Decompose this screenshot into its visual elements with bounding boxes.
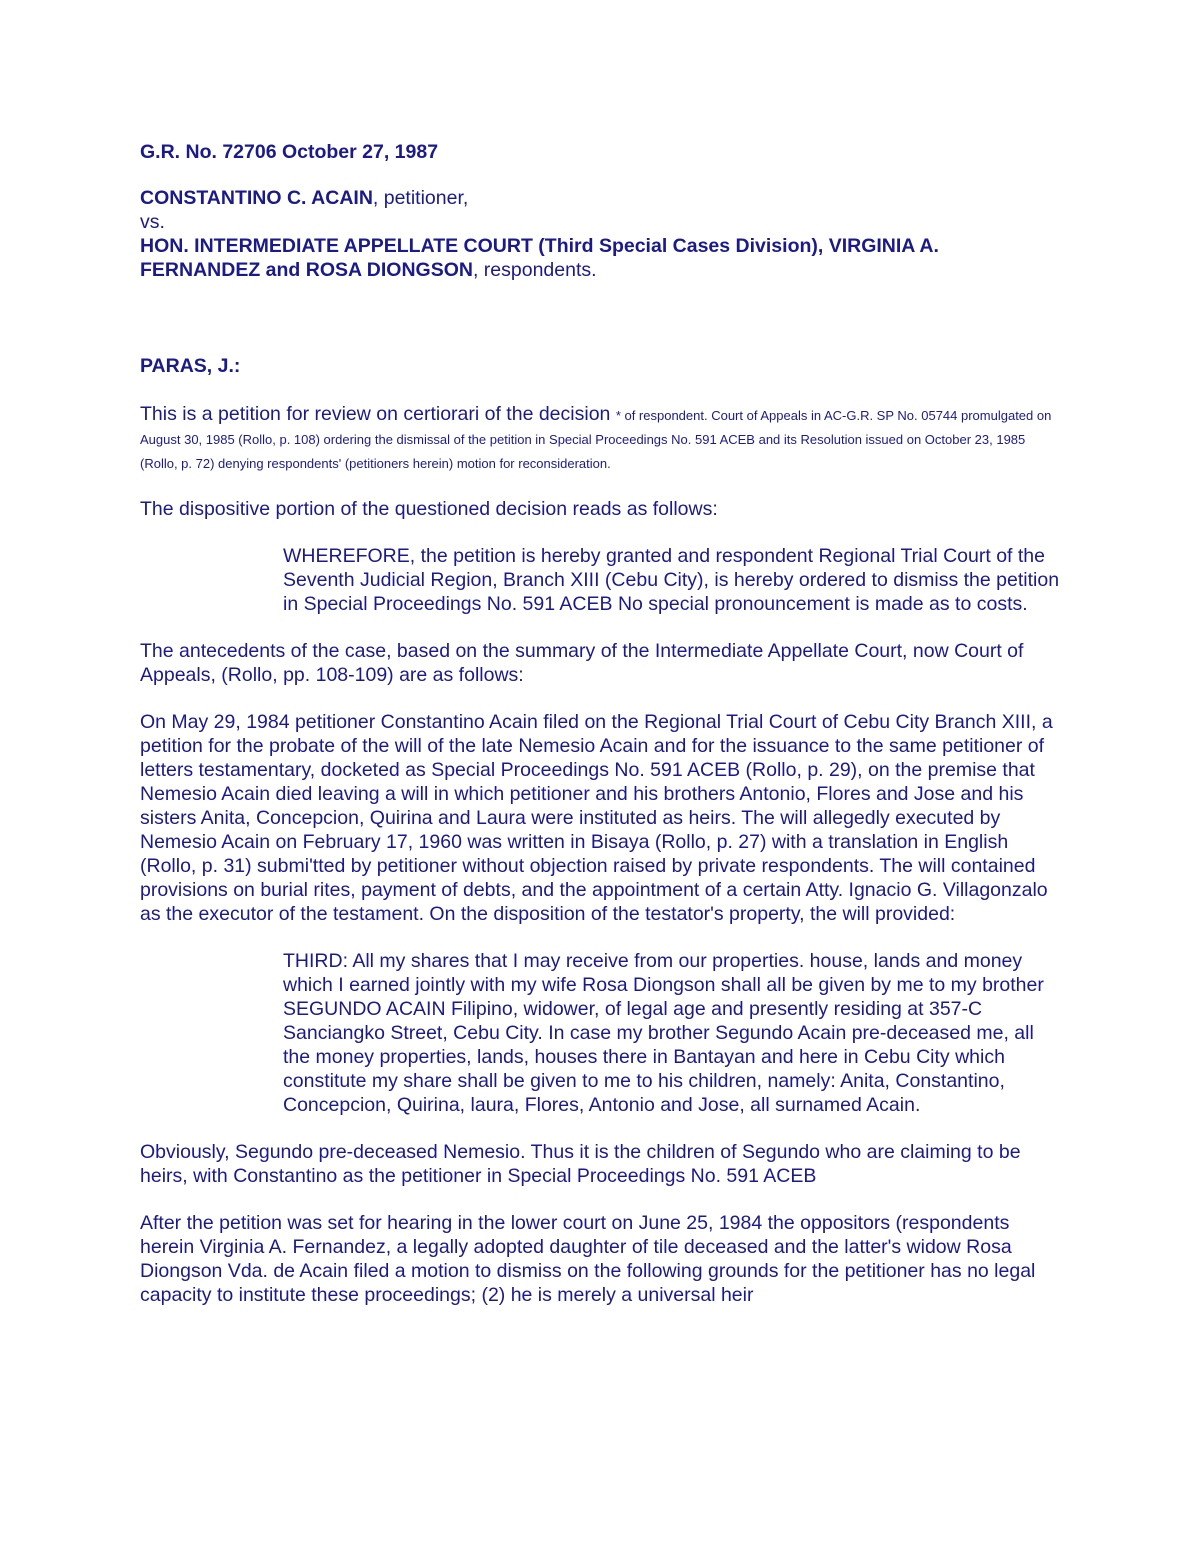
- document-page: [140, 140, 1060, 1330]
- versus: vs.: [140, 211, 165, 233]
- dispositive-quote-block: [283, 544, 1063, 616]
- case-parties: [140, 186, 1060, 282]
- facts-paragraph: On May 29, 1984 petitioner Constantino Acain filed on the Regional Trial Court of Cebu City Branch XIII, a petition for the probate of the will of the late Nemesio Acain and for the issuance to the same petitioner of letters testamentary, docketed as Special Proceedings No. 591 ACEB (Rollo, p. 29), on the premise that Nemesio Acain died leaving a will in which petitioner and his brothers Antonio, Flores and Jose and his sisters Anita, Concepcion, Quirina and Laura were instituted as heirs. The will allegedly executed by Nemesio Acain on February 17, 1960 was written in Bisaya (Rollo, p. 27) with a translation in English (Rollo, p. 31) submi'tted by petitioner without objection raised by private respondents. The will contained provisions on burial rites, payment of debts, and the appointment of a certain Atty. Ignacio G. Villagonzalo as the executor of the testament. On the disposition of the testator's property, the will provided:: [140, 711, 1053, 925]
- petitioner-line: [140, 186, 1060, 210]
- dispositive-intro: The dispositive portion of the questioned decision reads as follows:: [140, 498, 718, 520]
- obviously-paragraph: Obviously, Segundo pre-deceased Nemesio. Thus it is the children of Segundo who are claiming to be heirs, with Constantino as the petitioner in Special Proceedings No. 591 ACEB: [140, 1141, 1021, 1187]
- petitioner-name: CONSTANTINO C. ACAIN: [140, 187, 373, 209]
- ponente: PARAS, J.:: [140, 355, 241, 377]
- respondents-line: [140, 234, 1060, 282]
- final-paragraph: After the petition was set for hearing in the lower court on June 25, 1984 the oppositors (respondents herein Virginia A. Fernandez, a legally adopted daughter of tile deceased and the latter's widow Rosa Diongson Vda. de Acain filed a motion to dismiss on the following grounds for the petitioner has no legal capacity to institute these proceedings; (2) he is merely a universal heir: [140, 1212, 1036, 1306]
- petitioner-role: , petitioner,: [372, 187, 469, 209]
- intro-paragraph: [140, 402, 1060, 474]
- antecedents-intro: The antecedents of the case, based on the summary of the Intermediate Appellate Court, now Court of Appeals, (Rollo, pp. 108-109) are as follows:: [140, 640, 1024, 686]
- intro-lead: This is a petition for review on certiorari of the decision: [140, 403, 616, 425]
- dispositive-quote: WHEREFORE, the petition is hereby granted and respondent Regional Trial Court of the Seventh Judicial Region, Branch XIII (Cebu City), is hereby ordered to dismiss the petition in Special Proceedings No. 591 ACEB No special pronouncement is made as to costs.: [283, 545, 1060, 615]
- respondents-names: HON. INTERMEDIATE APPELLATE COURT (Third Special Cases Division), VIRGINIA A. FERNANDEZ and ROSA DIONGSON: [140, 235, 939, 281]
- intro-rest: * of respondent. Court of Appeals in AC-G.R. SP No. 05744 promulgated on August 30, 1985 (Rollo, p. 108) ordering the dismissal of the petition in Special Proceedings No. 591 ACEB and its Resolution issued on October 23, 1985 (Rollo, p. 72) denying respondents' (petitioners herein) motion for reconsideration.: [140, 408, 1052, 471]
- respondents-role: , respondents.: [472, 259, 597, 281]
- will-quote-block: [283, 949, 1063, 1117]
- case-number: G.R. No. 72706 October 27, 1987: [140, 141, 439, 163]
- will-quote: THIRD: All my shares that I may receive from our properties. house, lands and money which I earned jointly with my wife Rosa Diongson shall all be given by me to my brother SEGUNDO ACAIN Filipino, widower, of legal age and presently residing at 357-C Sanciangko Street, Cebu City. In case my brother Segundo Acain pre-deceased me, all the money properties, lands, houses there in Bantayan and here in Cebu City which constitute my share shall be given to me to his children, namely: Anita, Constantino, Concepcion, Quirina, laura, Flores, Antonio and Jose, all surnamed Acain.: [283, 950, 1044, 1116]
